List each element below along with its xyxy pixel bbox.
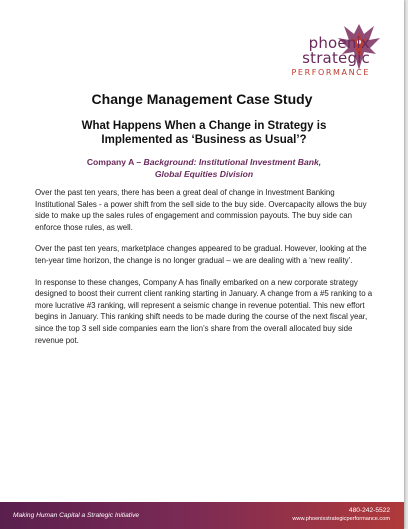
footer-bar	[0, 502, 404, 529]
company-division: Global Equities Division	[154, 168, 254, 179]
body-paragraph: Over the past ten years, marketplace changes appeared to be gradual. However, looking at the ten-year time horizon, the change is no longer gradual – we are dealing with a ‘new reality’.	[35, 244, 367, 265]
logo-word-performance: PERFORMANCE	[291, 68, 370, 77]
company-line-1	[50, 157, 358, 169]
company-background: Background: Institutional Investment Bank,	[143, 157, 322, 167]
body-paragraph: In response to these changes, Company A has finally embarked on a new corporate strategy designed to boost their current client ranking starting in January. A change from a #5 ranking to a more lucrative #3 ranking, will represent a seismic change in revenue potential. This new effort begins in January. This ranking shift needs to be made during the course of the next fiscal year, since the top 3 sell side companies earn the lion’s share from the overall allocated buy side revenue pot.	[35, 277, 373, 345]
logo-word-strategic: strategic	[302, 49, 370, 67]
company-prefix: Company A –	[86, 157, 144, 167]
body-paragraph: Over the past ten years, there has been a great deal of change in Investment Banking Institutional Sales - a power shift from the sell side to the buy side. Overcapacity allows the buy side to make up the sales rules of engagement and commission payouts. The buy side can enforce those rules, as well.	[35, 188, 367, 232]
company-background-heading	[50, 157, 358, 180]
logo-wordmark	[292, 36, 371, 77]
document-subtitle	[44, 119, 364, 147]
document-title: Change Management Case Study	[91, 91, 313, 107]
footer-url[interactable]: www.phoenixstrategicperformance.com	[292, 516, 390, 522]
footer-phone: 480-242-5522	[348, 507, 390, 514]
phoenix-logo	[262, 20, 382, 82]
footer-tagline: Making Human Capital a Strategic Initiative	[13, 512, 140, 519]
subtitle-line-2: Implemented as ‘Business as Usual’?	[101, 134, 307, 146]
logo-word-phoenix: phoenix	[308, 34, 370, 52]
footer-contact	[292, 507, 390, 523]
subtitle-line-1: What Happens When a Change in Strategy is	[81, 120, 327, 132]
document-body	[35, 187, 373, 356]
